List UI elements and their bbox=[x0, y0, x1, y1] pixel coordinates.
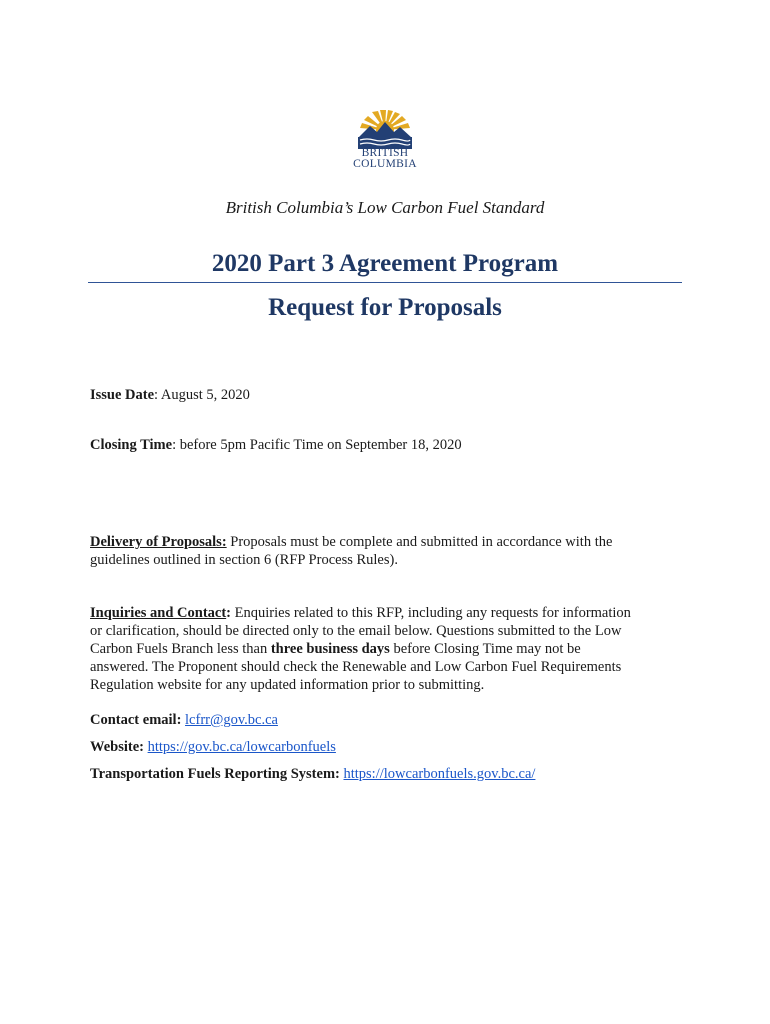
title-divider bbox=[88, 282, 682, 283]
contact-email bbox=[90, 711, 650, 729]
delivery-label: Delivery of Proposals: bbox=[90, 534, 227, 550]
logo-text-line1: BRITISH bbox=[361, 147, 409, 159]
document-subtitle: British Columbia’s Low Carbon Fuel Standard bbox=[225, 198, 545, 217]
issue-date-label: Issue Date bbox=[90, 387, 155, 403]
tfrs-label: Transportation Fuels Reporting System: bbox=[90, 766, 344, 782]
inquiries-text-after: before Closing Time may not be answered. The Proponent should check the Renewable and Low Carbon Fuel Requirements Regulation website for any updated information prior to submitting. bbox=[90, 641, 622, 693]
issue-date-value: : August 5, 2020 bbox=[154, 387, 250, 403]
inquiries-colon: : bbox=[226, 605, 232, 621]
inquiries-text-before: Enquiries related to this RFP, including any requests for information or clarification, should be directed only to the email below. Questions submitted to the Low Carbon Fuels Branch less than bbox=[90, 605, 631, 657]
closing-time bbox=[90, 436, 650, 454]
contact-email-label: Contact email: bbox=[90, 712, 186, 728]
website-link[interactable]: https://gov.bc.ca/lowcarbonfuels bbox=[147, 739, 336, 755]
delivery-paragraph bbox=[90, 533, 650, 569]
website-label: Website: bbox=[90, 739, 148, 755]
closing-time-value: : before 5pm Pacific Time on September 18, 2020 bbox=[172, 437, 462, 453]
inquiries-bold-text: three business days bbox=[270, 641, 390, 657]
logo-text-line2: COLUMBIA bbox=[353, 158, 417, 170]
contact-email-link[interactable]: lcfrr@gov.bc.ca bbox=[185, 712, 278, 728]
closing-time-label: Closing Time bbox=[90, 437, 173, 453]
delivery-text: Proposals must be complete and submitted in accordance with the guidelines outlined in section 6 (RFP Process Rules). bbox=[90, 534, 613, 568]
inquiries-paragraph bbox=[90, 604, 638, 694]
issue-date bbox=[90, 386, 650, 404]
tfrs-link[interactable]: https://lowcarbonfuels.gov.bc.ca/ bbox=[343, 766, 536, 782]
document-title: 2020 Part 3 Agreement Program bbox=[211, 250, 559, 277]
document-title-secondary: Request for Proposals bbox=[268, 294, 502, 321]
website bbox=[90, 738, 650, 756]
inquiries-label: Inquiries and Contact bbox=[90, 605, 227, 621]
tfrs bbox=[90, 765, 710, 783]
